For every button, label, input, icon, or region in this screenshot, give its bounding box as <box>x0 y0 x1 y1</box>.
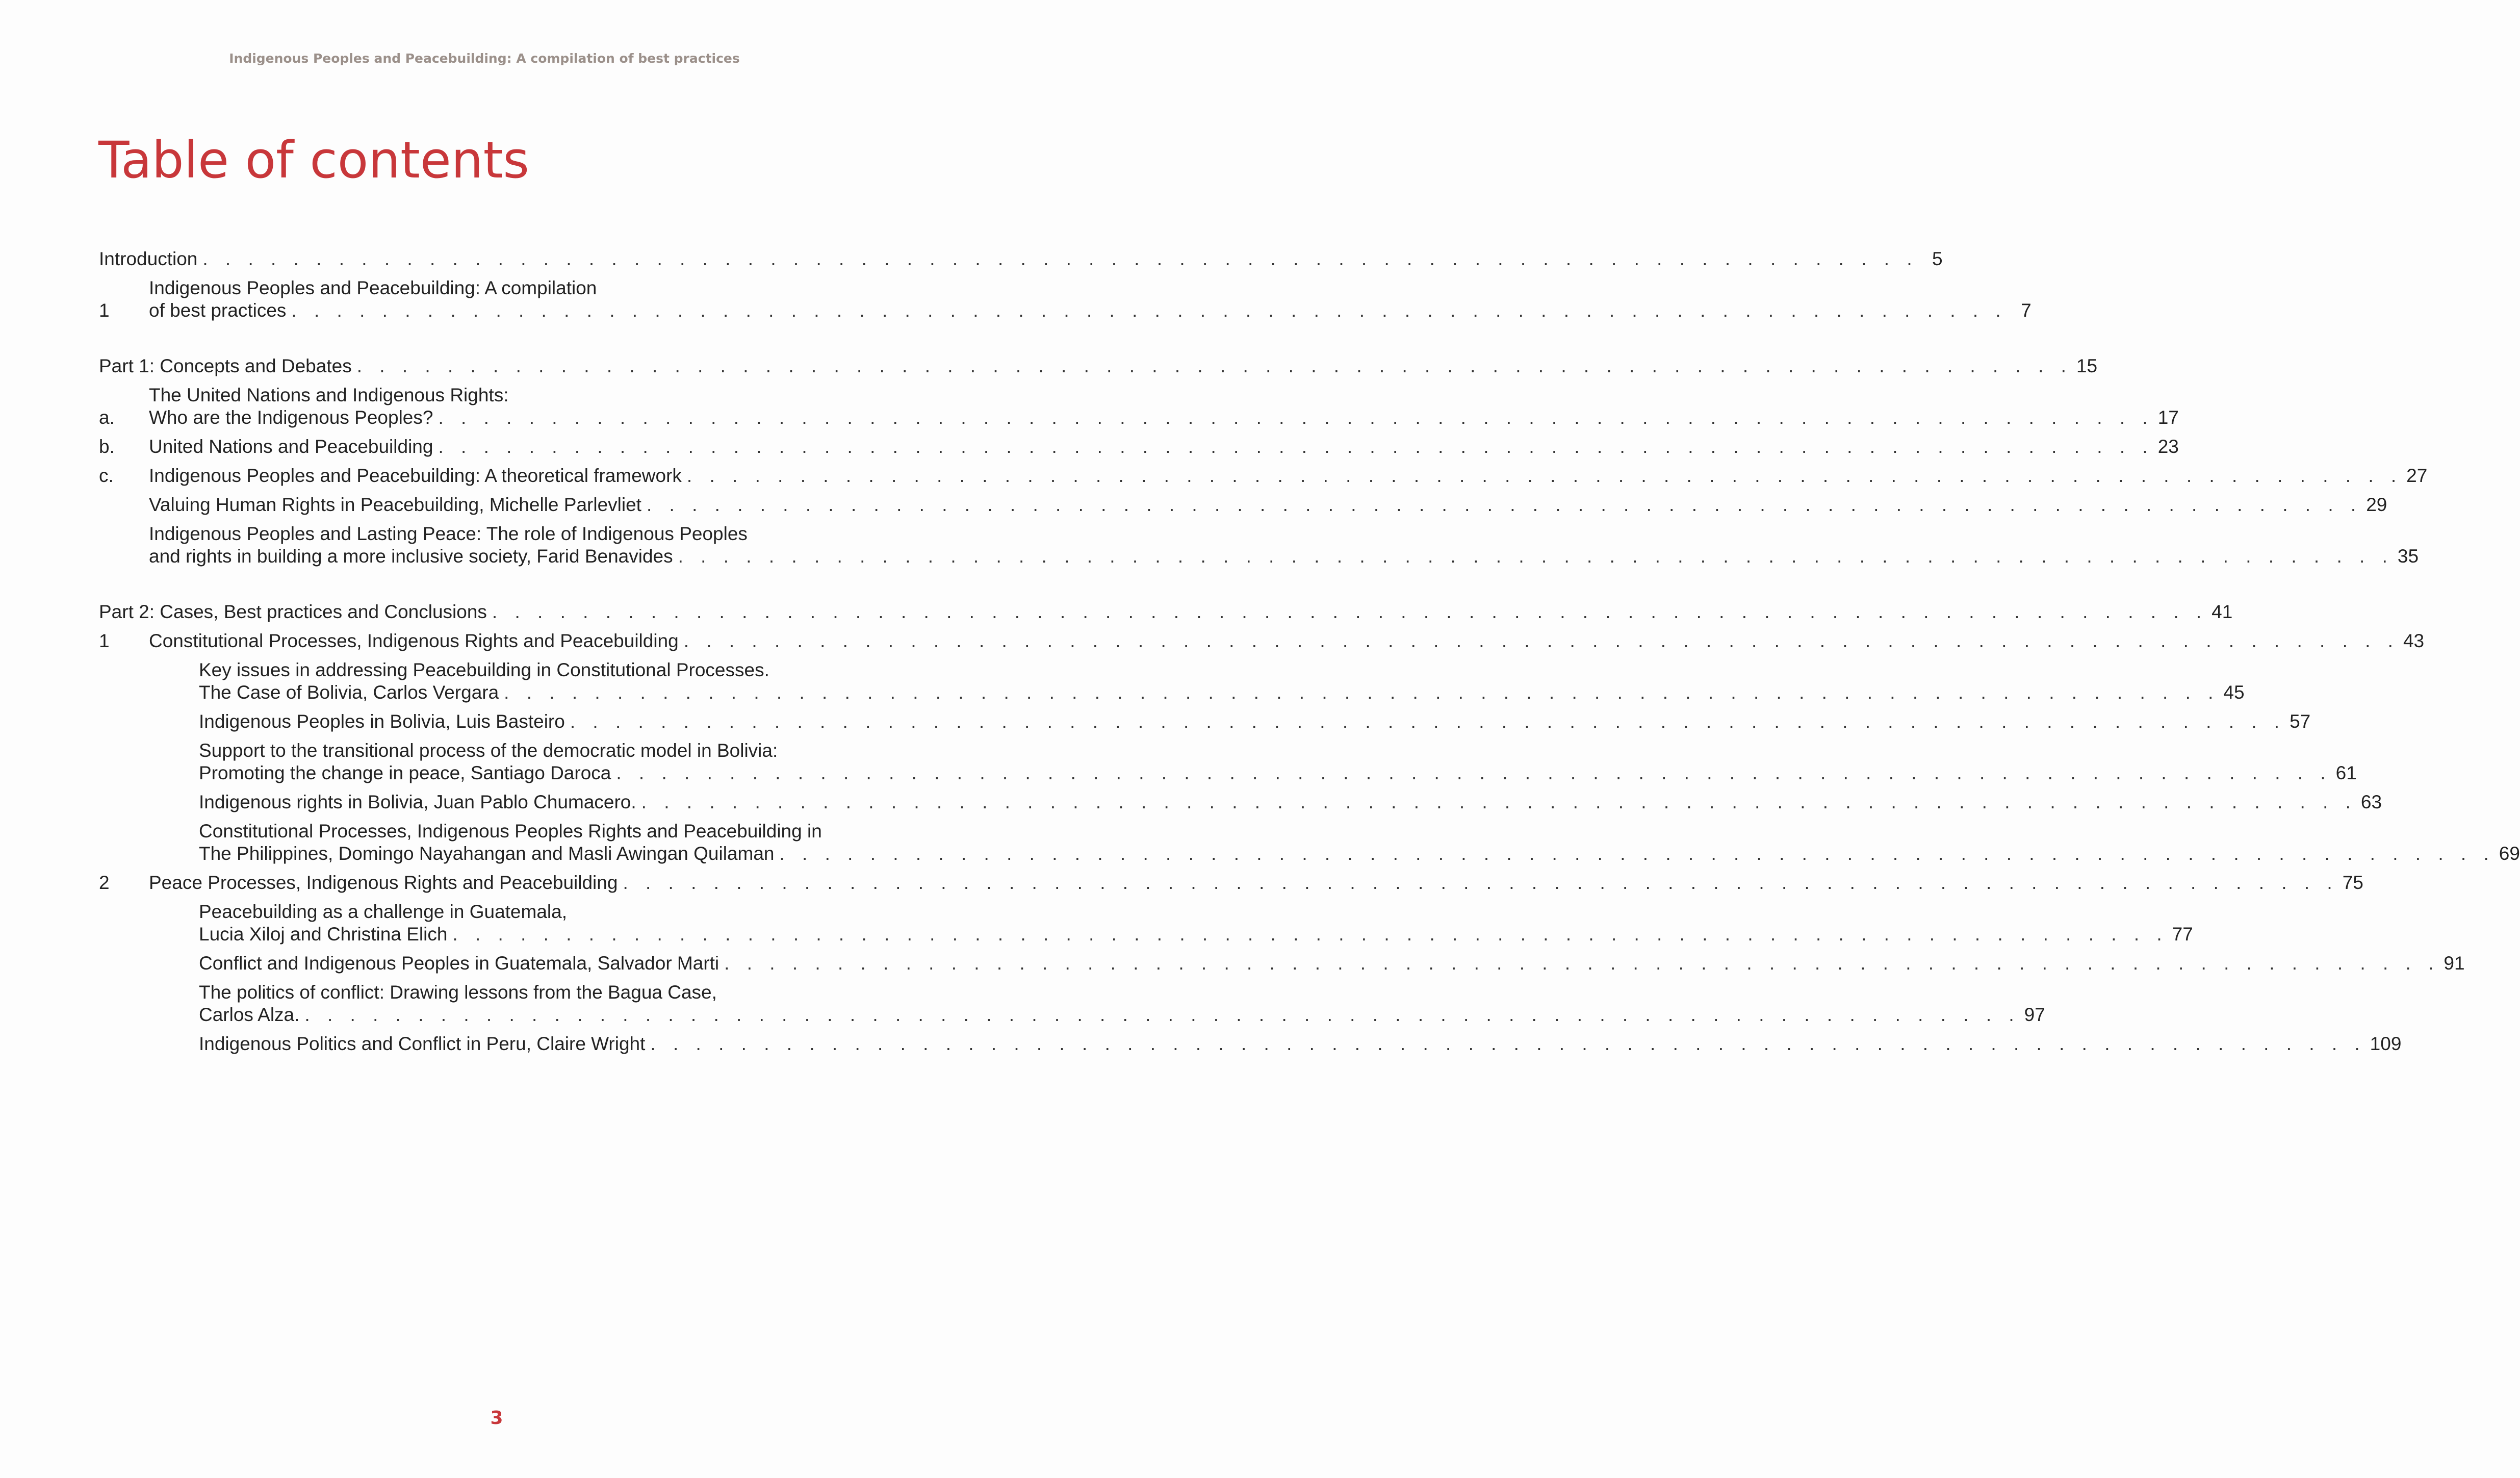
dot-leader <box>641 494 2362 516</box>
toc-page-number: 57 <box>2290 711 2311 732</box>
toc-entry-title-cont: Who are the Indigenous Peoples? <box>149 407 433 428</box>
toc-page-number: 23 <box>2157 436 2179 457</box>
dot-leader <box>352 355 2072 377</box>
page-title: Table of contents <box>98 131 529 190</box>
toc-entry-title-cont: Carlos Alza. <box>199 1004 300 1025</box>
toc-entry-title-cont: The Case of Bolivia, Carlos Vergara <box>199 682 499 703</box>
toc-entry-title: Part 1: Concepts and Debates <box>99 355 352 376</box>
toc-entry[interactable] <box>99 436 2179 458</box>
toc-entry[interactable] <box>99 355 2098 377</box>
toc-entry-title: Indigenous Peoples in Bolivia, Luis Basteiro <box>199 711 565 732</box>
toc-entry-number: b. <box>99 436 115 457</box>
toc-page-number: 75 <box>2342 872 2363 893</box>
toc-entry[interactable] <box>99 981 2045 1026</box>
toc-page-number: 77 <box>2172 924 2193 945</box>
toc-entry[interactable] <box>99 494 2387 516</box>
toc-entry-title: The United Nations and Indigenous Rights: <box>149 385 509 405</box>
toc-entry-title-cont: of best practices <box>149 300 287 321</box>
dot-leader <box>433 436 2153 458</box>
toc-introduction <box>99 248 2032 322</box>
toc-page-number: 17 <box>2157 407 2179 428</box>
toc-page-number: 61 <box>2335 762 2357 783</box>
toc-entry-title: Valuing Human Rights in Peacebuilding, Michelle Parlevliet <box>149 494 641 515</box>
toc-entry-title: Indigenous Politics and Conflict in Peru, Claire Wright <box>199 1033 646 1054</box>
toc-entry-title: Introduction <box>99 248 198 269</box>
toc-entry[interactable] <box>99 248 1943 270</box>
toc-entry-title-cont: and rights in building a more inclusive society, Farid Benavides <box>149 546 673 567</box>
toc-entry[interactable] <box>99 465 2428 487</box>
toc-page-number: 43 <box>2403 630 2425 651</box>
toc-entry-number: c. <box>99 465 114 486</box>
toc-entry-title-cont: Promoting the change in peace, Santiago Daroca <box>199 762 611 783</box>
toc-entry-title: Indigenous rights in Bolivia, Juan Pablo Chumacero. <box>199 792 636 812</box>
toc-page-number: 97 <box>2024 1004 2045 1025</box>
toc-entry[interactable] <box>99 630 2425 652</box>
page-number: 3 <box>490 1408 503 1429</box>
toc-entry[interactable] <box>99 820 2520 865</box>
toc-entry[interactable] <box>99 952 2465 975</box>
toc-entry[interactable] <box>99 872 2363 894</box>
toc-page-number: 29 <box>2366 494 2387 515</box>
toc-page-number: 69 <box>2499 843 2520 864</box>
toc-entry[interactable] <box>99 740 2357 784</box>
dot-leader <box>719 952 2439 975</box>
dot-leader <box>775 843 2495 865</box>
toc-entry-number: 1 <box>99 630 110 651</box>
toc-page-number: 63 <box>2360 792 2382 812</box>
toc-page-number: 27 <box>2406 465 2428 486</box>
dot-leader <box>286 299 2007 322</box>
dot-leader <box>618 872 2338 894</box>
dot-leader <box>673 545 2394 568</box>
dot-leader <box>645 1033 2365 1055</box>
toc-entry[interactable] <box>99 1033 2402 1055</box>
dot-leader <box>611 762 2331 784</box>
toc-entry-number: 2 <box>99 872 110 893</box>
running-header: Indigenous Peoples and Peacebuilding: A compilation of best practices <box>229 51 740 66</box>
toc-page-number: 109 <box>2370 1033 2402 1054</box>
toc-page-number: 7 <box>2021 300 2032 321</box>
toc-entry-title: Constitutional Processes, Indigenous Peoples Rights and Peacebuilding in <box>199 821 822 842</box>
toc-entry[interactable] <box>99 659 2245 704</box>
toc-entry[interactable] <box>99 523 2419 568</box>
toc-entry-title: Support to the transitional process of the democratic model in Bolivia: <box>199 740 778 761</box>
toc-entry-title: Indigenous Peoples and Peacebuilding: A theoretical framework <box>149 465 682 486</box>
toc-entry-number: a. <box>99 407 115 428</box>
toc-entry[interactable] <box>99 384 2179 429</box>
toc-entry[interactable] <box>99 901 2193 946</box>
toc-entry-title: Key issues in addressing Peacebuilding in Constitutional Processes. <box>199 659 769 680</box>
toc-entry[interactable] <box>99 277 2032 322</box>
toc-page-number: 35 <box>2397 546 2419 567</box>
table-of-contents <box>99 248 2520 1088</box>
toc-part-2 <box>99 601 2520 1055</box>
dot-leader <box>197 248 1918 270</box>
toc-page-number: 41 <box>2212 601 2233 622</box>
toc-entry-title-cont: Lucia Xiloj and Christina Elich <box>199 924 448 945</box>
toc-entry[interactable] <box>99 710 2311 733</box>
toc-entry-title: Indigenous Peoples and Peacebuilding: A compilation <box>149 277 597 298</box>
dot-leader <box>565 710 2285 733</box>
toc-entry-title: Constitutional Processes, Indigenous Rights and Peacebuilding <box>149 630 679 651</box>
toc-entry-title-cont: The Philippines, Domingo Nayahangan and Masli Awingan Quilaman <box>199 843 775 864</box>
toc-entry-number: 1 <box>99 300 110 321</box>
toc-page-number: 5 <box>1932 248 1943 269</box>
toc-entry-title: Part 2: Cases, Best practices and Conclusions <box>99 601 487 622</box>
dot-leader <box>447 923 2168 946</box>
toc-entry-title: Indigenous Peoples and Lasting Peace: The role of Indigenous Peoples <box>149 523 748 544</box>
dot-leader <box>499 681 2219 704</box>
toc-entry-title: United Nations and Peacebuilding <box>149 436 433 457</box>
dot-leader <box>682 465 2402 487</box>
toc-page-number: 15 <box>2076 355 2098 376</box>
toc-page-number: 91 <box>2444 953 2465 974</box>
toc-entry-title: The politics of conflict: Drawing lessons from the Bagua Case, <box>199 982 717 1003</box>
toc-entry-title: Peacebuilding as a challenge in Guatemala, <box>199 901 567 922</box>
dot-leader <box>636 791 2357 813</box>
dot-leader <box>433 406 2153 429</box>
dot-leader <box>299 1004 2020 1026</box>
toc-entry[interactable] <box>99 791 2382 813</box>
dot-leader <box>679 630 2399 652</box>
toc-entry[interactable] <box>99 601 2233 623</box>
toc-entry-title: Peace Processes, Indigenous Rights and Peacebuilding <box>149 872 618 893</box>
toc-page-number: 45 <box>2223 682 2245 703</box>
toc-entry-title: Conflict and Indigenous Peoples in Guatemala, Salvador Marti <box>199 953 719 974</box>
dot-leader <box>487 601 2207 623</box>
toc-part-1 <box>99 355 2428 568</box>
